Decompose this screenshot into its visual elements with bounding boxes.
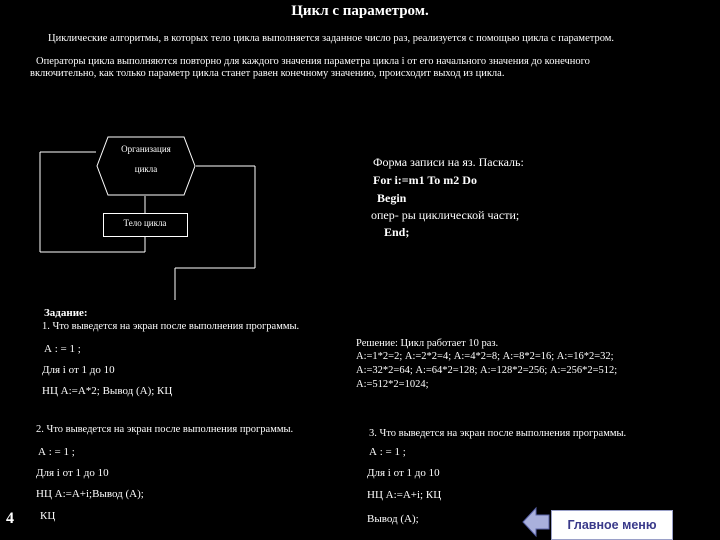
q2-code-line-3: НЦ А:=А+i;Вывод (А); [36, 488, 144, 500]
intro-text-line-2: Операторы цикла выполняются повторно для каждого значения параметра цикла i от его начального значения до конечного [36, 56, 590, 67]
task-heading: Задание: [44, 307, 88, 319]
intro-text-line-1: Циклические алгоритмы, в которых тело цикла выполняется заданное число раз, реализуется с помощью цикла с параметром. [48, 33, 615, 44]
page-number: 4 [6, 510, 14, 527]
q1-code-line-3: НЦ А:=А*2; Вывод (А); КЦ [42, 385, 173, 397]
solution-line-4: А:=512*2=1024; [356, 379, 429, 390]
hexagon-label-line-1: Организация [121, 144, 171, 154]
question-1: 1. Что выведется на экран после выполнения программы. [42, 321, 300, 332]
left-arrow-icon[interactable] [522, 506, 550, 538]
intro-text-line-3: включительно, как только параметр цикла станет равен конечному значению, происходит выход из цикла. [30, 68, 505, 79]
q2-code-line-4: КЦ [40, 510, 56, 522]
q2-code-line-2: Для i от 1 до 10 [36, 467, 109, 479]
q2-code-line-1: А : = 1 ; [38, 446, 75, 458]
q1-code-line-1: А : = 1 ; [44, 343, 81, 355]
solution-line-2: А:=1*2=2; А:=2*2=4; А:=4*2=8; А:=8*2=16; А:=16*2=32; [356, 351, 614, 362]
slide-title: Цикл с параметром. [291, 3, 429, 19]
q3-code-line-1: А : = 1 ; [369, 446, 406, 458]
pascal-begin: Begin [377, 191, 407, 205]
q1-code-line-2: Для i от 1 до 10 [42, 364, 115, 376]
solution-line-3: А:=32*2=64; А:=64*2=128; А:=128*2=256; А:=256*2=512; [356, 365, 618, 376]
pascal-header: Форма записи на яз. Паскаль: [373, 155, 524, 169]
pascal-ops: опер- ры циклической части; [371, 208, 520, 222]
q3-code-line-3: НЦ А:=А+i; КЦ [367, 489, 442, 501]
hexagon-label-line-2: цикла [134, 164, 158, 174]
question-3: 3. Что выведется на экран после выполнения программы. [369, 428, 627, 439]
loop-body-label: Тело цикла [123, 218, 167, 228]
pascal-for-line: For i:=m1 To m2 Do [373, 173, 477, 187]
pascal-end: End; [384, 225, 410, 239]
q3-code-line-2: Для i от 1 до 10 [367, 467, 440, 479]
question-2: 2. Что выведется на экран после выполнения программы. [36, 424, 294, 435]
solution-line-1: Решение: Цикл работает 10 раз. [356, 338, 499, 349]
q3-code-line-4: Вывод (А); [367, 513, 419, 525]
main-menu-button[interactable]: Главное меню [551, 510, 673, 540]
